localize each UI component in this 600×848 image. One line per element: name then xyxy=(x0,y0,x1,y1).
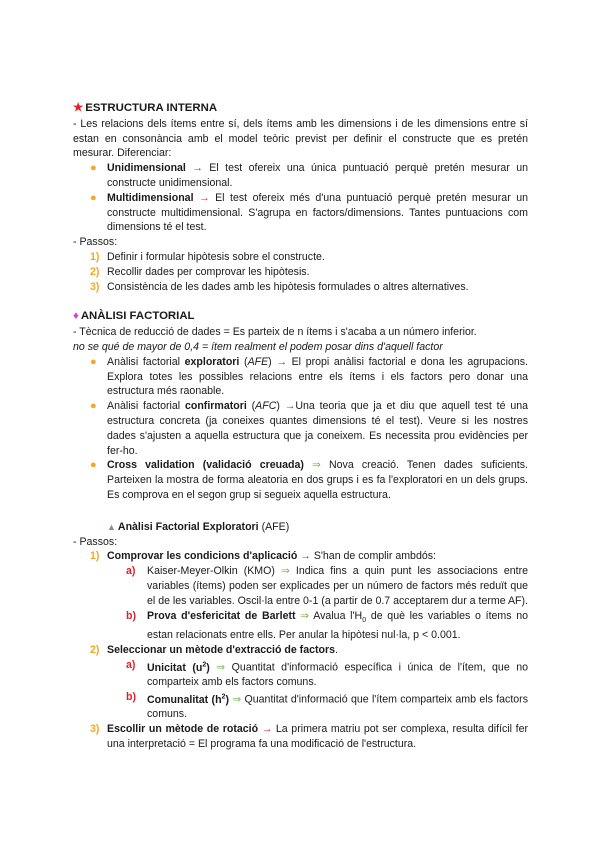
list-item: 3) Escollir un mètode de rotació → La primera matriu pot ser complexa, resulta difícil fer una interpretació = El programa fa una modificació de l'estructura. xyxy=(90,723,529,751)
triangle-icon: ▲ xyxy=(107,521,116,532)
handwritten-note: no se qué de mayor de 0,4 = ítem realment el podem posar dins d'aquell factor xyxy=(73,340,443,353)
double-arrow-icon: ⇒ xyxy=(232,693,242,706)
arrow-icon: → xyxy=(261,723,273,736)
double-arrow-icon: ⇒ xyxy=(300,609,310,622)
document-page xyxy=(73,101,528,752)
section-title-estructura: ★ ESTRUCTURA INTERNA xyxy=(73,102,218,114)
double-arrow-icon: ⇒ xyxy=(280,565,290,578)
star-icon: ★ xyxy=(73,102,84,114)
steps-label: - Passos: xyxy=(73,535,118,548)
list-item: a) Kaiser-Meyer-Olkin (KMO) ⇒ Indica fins a quin punt les associacions entre variables (ítems) poden ser explicades per un número de factors més reduït que el de les variables. Oscil·la entre 0-1 (a partir de 0.7 acceptarem dur a terme AF). xyxy=(126,565,528,607)
list-item: 3) Consistència de les dades amb les hipòtesis formulades o altres alternatives. xyxy=(90,280,469,293)
bullet-icon: ● xyxy=(90,355,97,368)
list-item: b) Prova d'esfericitat de Barlett ⇒ Avalua $l'H_0$ de què les variables o ítems no estan relacionats entre ells. Per anular la hipòtesi nul·la, p < 0.001. xyxy=(126,609,529,642)
list-item: ● Cross validation (validació creuada) ⇒ Nova creació. Tenen dades suficients. Parteixen la mostra de forma aleatoria en dos grups i es fa l'exploratori en un dels grups. Es comprova en el segon grup si segueix aquella estructura. xyxy=(90,459,528,501)
bullet-icon: ● xyxy=(90,459,97,472)
list-item: ● Unidimensional → El test ofereix una única puntuació perquè pretén mesurar un constructe unidimensional. xyxy=(90,162,528,189)
bullet-icon: ● xyxy=(90,400,97,413)
double-arrow-icon: ⇒ xyxy=(216,661,226,674)
section-title-analisi: ♦ ANÀLISI FACTORIAL xyxy=(73,310,195,323)
double-arrow-icon: ⇒ xyxy=(312,459,321,472)
list-item: a) Unicitat $(u^2)$ ⇒ Quantitat d'informació específica i única de l'ítem, que no comparteix amb els factors comuns. xyxy=(126,659,528,689)
bullet-icon: ● xyxy=(90,162,97,175)
arrow-icon: → xyxy=(199,191,210,204)
arrow-icon: → xyxy=(276,355,287,368)
bullet-icon: ● xyxy=(90,191,97,204)
intro-paragraph: - Les relacions dels ítems entre sí, dels ítems amb les dimensions i de les dimensions entre sí estan en consonància amb el model teòric previst per definir el constructe que es pretén mesurar. Diferenciar: xyxy=(73,117,528,160)
list-item: 1) Comprovar les condicions d'aplicació → S'han de complir ambdós: xyxy=(90,550,436,563)
list-item: ● Multidimensional → El test ofereix més d'una puntuació perquè pretén mesurar un constructe multidimensional. S'agrupa en factors/dimensions. Tantes puntuacions com dimensions té el test. xyxy=(90,191,528,234)
arrow-icon: → xyxy=(192,162,203,175)
list-item: ● Anàlisi factorial exploratori (AFE) → El propi anàlisi factorial e dona les agrupacions. Explora totes les possibles relacions entre els ítems i els factors pero donar una estructura més raonable. xyxy=(90,355,528,398)
diamond-icon: ♦ xyxy=(73,310,79,323)
list-item: 1) Definir i formular hipòtesis sobre el constructe. xyxy=(90,250,325,263)
list-item: ● Anàlisi factorial confirmatori (AFC) →Una teoria que ja et diu que aquell test té una estructura concreta (ja coneixes quantes dimensions té el test). Veure si les nostres dades s'ajusten a aquella estructura que ja coneixem. Es necessita prou evidències per fer-ho. xyxy=(90,400,529,457)
subsection-title-afe: ▲ Anàlisi Factorial Exploratori (AFE) xyxy=(107,520,290,533)
steps-label: - Passos: xyxy=(73,236,118,249)
intro-paragraph: - Tècnica de reducció de dades = Es parteix de n ítems i s'acaba a un número inferior. xyxy=(73,326,477,339)
list-item: b) Comunalitat $(h^2)$ ⇒ Quantitat d'informació que l'ítem comparteix amb els factors comuns. xyxy=(126,691,528,721)
arrow-icon: → xyxy=(300,550,311,563)
arrow-icon: → xyxy=(284,400,296,413)
list-item: 2) Recollir dades per comprovar les hipòtesis. xyxy=(90,265,310,278)
list-item: 2) Seleccionar un mètode d'extracció de factors. xyxy=(90,644,338,657)
